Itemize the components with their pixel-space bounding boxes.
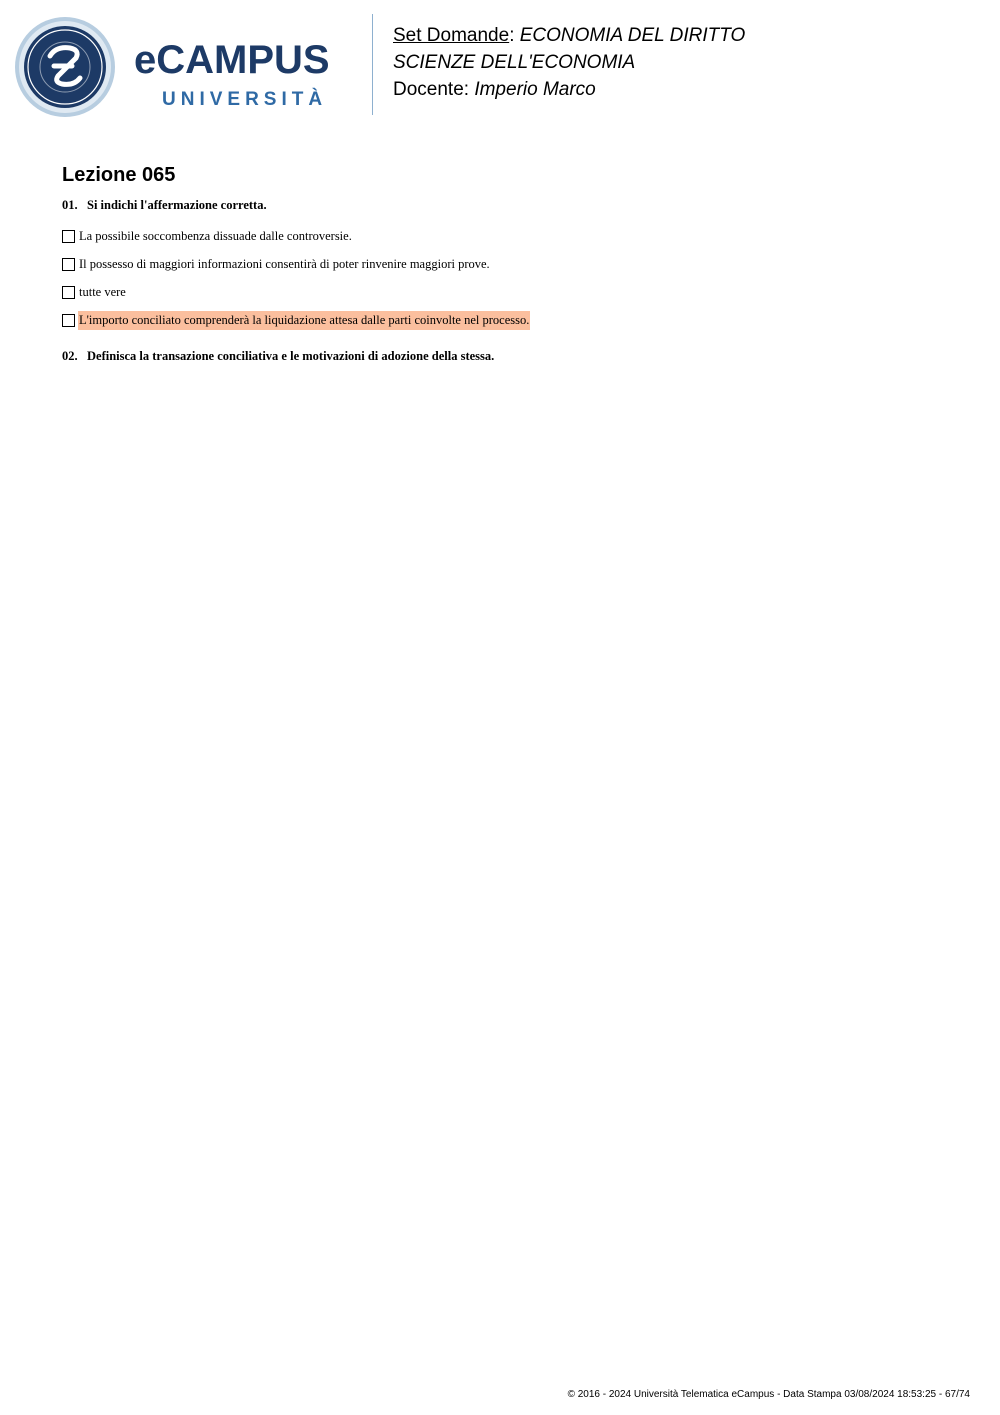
set-line bbox=[393, 22, 745, 49]
lesson-title: Lezione 065 bbox=[62, 164, 176, 186]
logo-wordmark: eCAMPUS bbox=[134, 38, 330, 82]
answer-text-highlighted: L'importo conciliato comprenderà la liquidazione attesa dalle parti coinvolte nel processo. bbox=[78, 311, 530, 330]
page-footer: © 2016 - 2024 Università Telematica eCampus - Data Stampa 03/08/2024 18:53:25 - 67/74 bbox=[567, 1389, 970, 1400]
answer-checkbox[interactable] bbox=[62, 258, 75, 271]
answer-text: tutte vere bbox=[79, 284, 126, 299]
answer-text: La possibile soccombenza dissuade dalle controversie. bbox=[79, 228, 352, 243]
question-1 bbox=[62, 197, 267, 213]
question-number: 01. bbox=[62, 198, 78, 212]
answer-option[interactable] bbox=[62, 222, 530, 250]
answer-option[interactable] bbox=[62, 250, 530, 278]
header-divider bbox=[372, 14, 373, 115]
teacher-label: Docente: bbox=[393, 79, 475, 100]
question-2 bbox=[62, 348, 494, 364]
answer-options bbox=[62, 222, 530, 334]
question-number: 02. bbox=[62, 349, 78, 363]
answer-text: Il possesso di maggiori informazioni consentirà di poter rinvenire maggiori prove. bbox=[79, 256, 490, 271]
answer-option[interactable] bbox=[62, 278, 530, 306]
ecampus-seal-icon bbox=[14, 16, 116, 118]
page-header bbox=[0, 0, 1000, 130]
answer-checkbox[interactable] bbox=[62, 314, 75, 327]
answer-checkbox[interactable] bbox=[62, 230, 75, 243]
teacher-line bbox=[393, 76, 745, 103]
course-name: ECONOMIA DEL DIRITTO bbox=[519, 25, 746, 46]
logo-subtitle: UNIVERSITÀ bbox=[162, 89, 328, 110]
faculty-name: SCIENZE DELL'ECONOMIA bbox=[393, 52, 636, 73]
answer-checkbox[interactable] bbox=[62, 286, 75, 299]
set-label: Set Domande bbox=[393, 25, 510, 46]
teacher-name: Imperio Marco bbox=[474, 79, 596, 100]
answer-option-correct[interactable] bbox=[62, 306, 530, 334]
question-text: Si indichi l'affermazione corretta. bbox=[87, 198, 267, 212]
header-info bbox=[393, 22, 745, 103]
question-text: Definisca la transazione conciliativa e le motivazioni di adozione della stessa. bbox=[87, 349, 495, 363]
set-separator: : bbox=[509, 25, 520, 46]
ecampus-logo bbox=[14, 14, 359, 118]
